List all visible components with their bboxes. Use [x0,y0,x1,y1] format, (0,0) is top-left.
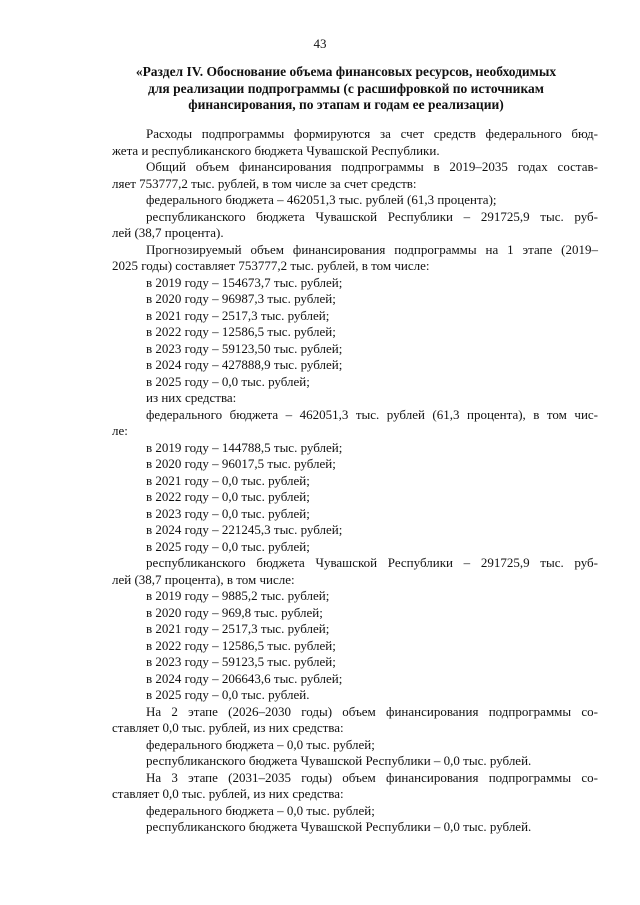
text-line: в 2021 году – 2517,3 тыс. рублей; [146,621,330,636]
text-line: Общий объем финансирования подпрограммы в 2019–2035 годах состав- [146,159,598,174]
text-line: республиканского бюджета Чувашской Республики – 291725,9 тыс. руб- [146,208,598,224]
text-line: в 2024 году – 221245,3 тыс. рублей; [146,522,343,537]
heading-line: для реализации подпрограммы (с расшифровкой по источникам [148,80,544,96]
text-line: в 2020 году – 96017,5 тыс. рублей; [146,456,336,471]
heading-line: «Раздел IV. Обоснование объема финансовых ресурсов, необходимых [135,64,557,79]
text-line: жета и республиканского бюджета Чувашской Республики. [112,142,440,158]
text-line: в 2025 году – 0,0 тыс. рублей; [146,373,310,389]
text-line: в 2021 году – 2517,3 тыс. рублей; [146,307,330,323]
text-line: лей (38,7 процента), в том числе: [112,571,295,587]
text-line: в 2020 году – 969,8 тыс. рублей; [146,604,323,620]
text-line: в 2019 году – 144788,5 тыс. рублей; [146,439,343,455]
text-line: 2025 годы) составляет 753777,2 тыс. рублей, в том числе: [112,258,430,273]
text-line: ставляет 0,0 тыс. рублей, из них средства: [112,720,344,735]
text-line: федерального бюджета – 0,0 тыс. рублей; [146,802,375,818]
text-line: федерального бюджета – 462051,3 тыс. рублей (61,3 процента); [146,192,497,207]
text-line: в 2025 году – 0,0 тыс. рублей; [146,538,310,554]
text-line: в 2023 году – 0,0 тыс. рублей; [146,505,310,521]
text-line: в 2021 году – 0,0 тыс. рублей; [146,472,310,488]
text-line: республиканского бюджета Чувашской Республики – 0,0 тыс. рублей. [146,819,532,834]
text-line: ставляет 0,0 тыс. рублей, из них средства: [112,786,344,801]
text-line: лей (38,7 процента). [112,225,224,240]
text-line: На 3 этапе (2031–2035 годы) объем финансирования подпрограммы со- [146,769,598,785]
text-line: в 2024 году – 206643,6 тыс. рублей; [146,670,343,686]
heading-line: финансирования, по этапам и годам ее реализации) [188,97,504,112]
text-line: в 2022 году – 12586,5 тыс. рублей; [146,637,336,653]
text-line: Расходы подпрограммы формируются за счет средств федерального бюд- [146,126,598,141]
text-line: Прогнозируемый объем финансирования подпрограммы на 1 этапе (2019– [146,241,598,257]
text-line: ле: [112,423,128,438]
text-line: ляет 753777,2 тыс. рублей, в том числе за счет средств: [112,175,417,191]
text-line: республиканского бюджета Чувашской Республики – 0,0 тыс. рублей. [146,753,532,768]
text-line: в 2022 году – 12586,5 тыс. рублей; [146,324,336,339]
text-line: в 2019 году – 9885,2 тыс. рублей; [146,588,330,603]
section-heading [112,64,580,114]
page-number: 43 [313,36,327,51]
body-text [112,126,598,836]
text-line: федерального бюджета – 462051,3 тыс. рублей (61,3 процента), в том чис- [146,406,598,422]
text-line: На 2 этапе (2026–2030 годы) объем финансирования подпрограммы со- [146,703,598,719]
text-line: республиканского бюджета Чувашской Республики – 291725,9 тыс. руб- [146,555,598,570]
text-line: федерального бюджета – 0,0 тыс. рублей; [146,736,375,752]
text-line: в 2022 году – 0,0 тыс. рублей; [146,489,310,504]
text-line: в 2020 году – 96987,3 тыс. рублей; [146,291,336,306]
text-line: в 2023 году – 59123,5 тыс. рублей; [146,654,336,669]
text-line: в 2024 году – 427888,9 тыс. рублей; [146,357,343,372]
text-line: из них средства: [146,390,237,405]
text-line: в 2023 году – 59123,50 тыс. рублей; [146,340,343,356]
text-line: в 2025 году – 0,0 тыс. рублей. [146,687,310,702]
text-line: в 2019 году – 154673,7 тыс. рублей; [146,274,343,290]
